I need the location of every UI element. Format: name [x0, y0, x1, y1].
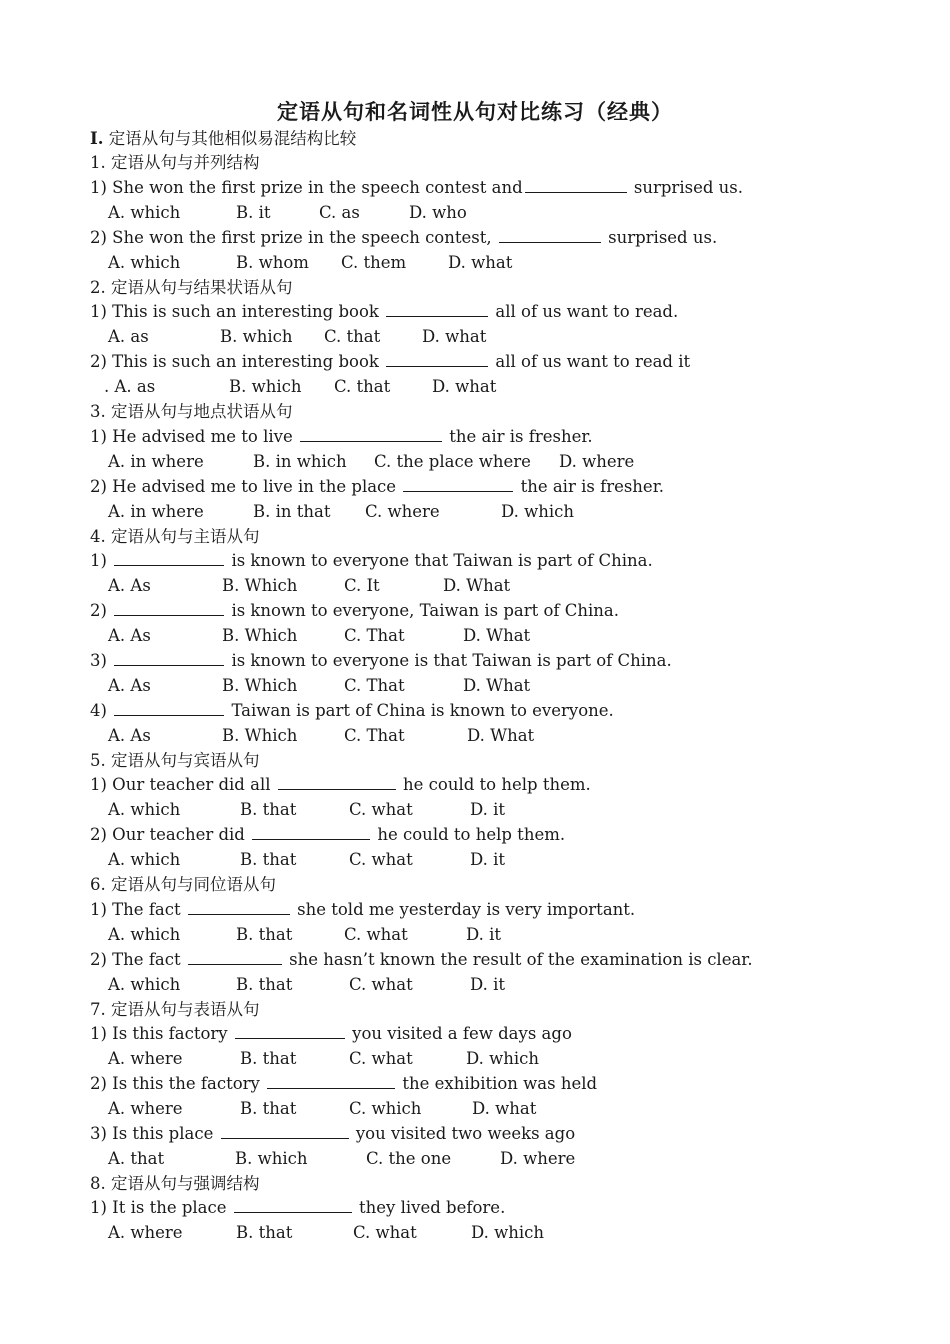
option[interactable]: C. It [344, 576, 380, 595]
option[interactable]: A. As [108, 676, 151, 695]
option[interactable]: B. that [240, 850, 297, 869]
option[interactable]: D. where [500, 1149, 576, 1168]
section-heading: 5. 定语从句与宾语从句 [90, 751, 260, 770]
option[interactable]: A. As [108, 626, 151, 645]
question: 1) She won the first prize in the speech contest and surprised us. [90, 178, 743, 197]
question: 3) is known to everyone is that Taiwan is part of China. [90, 651, 672, 670]
option[interactable]: B. Which [222, 726, 298, 745]
option[interactable]: D. it [470, 850, 506, 869]
option[interactable]: A. which [108, 850, 181, 869]
section-heading: 3. 定语从句与地点状语从句 [90, 402, 293, 421]
option[interactable]: A. where [108, 1049, 183, 1068]
option[interactable]: B. that [236, 925, 293, 944]
option[interactable]: B. that [240, 1049, 297, 1068]
answer-blank[interactable] [499, 228, 601, 243]
option[interactable]: C. That [344, 726, 405, 745]
option[interactable]: B. which [235, 1149, 308, 1168]
option[interactable]: B. that [236, 975, 293, 994]
question: 2) She won the first prize in the speech contest, surprised us. [90, 228, 718, 247]
option[interactable]: A. As [108, 726, 151, 745]
answer-blank[interactable] [235, 1024, 345, 1039]
option[interactable]: A. in where [108, 502, 204, 521]
option[interactable]: . A. as [104, 377, 156, 396]
answer-blank[interactable] [300, 427, 442, 442]
option[interactable]: B. that [240, 1099, 297, 1118]
option[interactable]: B. which [220, 327, 293, 346]
answer-blank[interactable] [252, 825, 370, 840]
question: 2) is known to everyone, Taiwan is part of China. [90, 601, 620, 620]
option[interactable]: A. in where [108, 452, 204, 471]
answer-blank[interactable] [188, 900, 290, 915]
option[interactable]: C. That [344, 626, 405, 645]
question: 1) Is this factory you visited a few days ago [90, 1024, 572, 1043]
option[interactable]: C. that [334, 377, 391, 396]
option[interactable]: A. which [108, 800, 181, 819]
option[interactable]: A. where [108, 1099, 183, 1118]
question: 3) Is this place you visited two weeks ago [90, 1124, 576, 1143]
option[interactable]: B. whom [236, 253, 309, 272]
option[interactable]: C. them [341, 253, 407, 272]
option[interactable]: C. what [353, 1223, 417, 1242]
question: 1) The fact she told me yesterday is very important. [90, 900, 636, 919]
section-heading: 7. 定语从句与表语从句 [90, 1000, 260, 1019]
option[interactable]: D. which [466, 1049, 540, 1068]
option[interactable]: C. where [365, 502, 440, 521]
option[interactable]: A. As [108, 576, 151, 595]
page-title: 定语从句和名词性从句对比练习（经典） [277, 99, 673, 124]
question: 2) Is this the factory the exhibition was held [90, 1074, 598, 1093]
option[interactable]: A. which [108, 203, 181, 222]
option[interactable]: B. Which [222, 626, 298, 645]
section-heading: 4. 定语从句与主语从句 [90, 527, 260, 546]
question: 1) This is such an interesting book all of us want to read. [90, 302, 679, 321]
option[interactable]: C. the one [366, 1149, 452, 1168]
option[interactable]: C. that [324, 327, 381, 346]
option[interactable]: D. what [448, 253, 513, 272]
answer-blank[interactable] [278, 775, 396, 790]
answer-blank[interactable] [234, 1198, 352, 1213]
answer-blank[interactable] [386, 352, 488, 367]
option[interactable]: D. what [472, 1099, 537, 1118]
option[interactable]: A. where [108, 1223, 183, 1242]
option[interactable]: C. what [349, 850, 413, 869]
option[interactable]: D. who [409, 203, 467, 222]
option[interactable]: B. which [229, 377, 302, 396]
option[interactable]: B. Which [222, 676, 298, 695]
question: 1) He advised me to live the air is fresher. [90, 427, 593, 446]
option[interactable]: C. what [344, 925, 408, 944]
answer-blank[interactable] [267, 1074, 395, 1089]
option[interactable]: C. what [349, 975, 413, 994]
option[interactable]: C. what [349, 1049, 413, 1068]
option[interactable]: D. it [470, 975, 506, 994]
option[interactable]: C. That [344, 676, 405, 695]
option[interactable]: D. which [471, 1223, 545, 1242]
option[interactable]: A. that [108, 1149, 165, 1168]
answer-blank[interactable] [114, 651, 224, 666]
option[interactable]: B. in which [253, 452, 347, 471]
answer-blank[interactable] [188, 950, 282, 965]
answer-blank[interactable] [403, 477, 513, 492]
option[interactable]: B. it [236, 203, 271, 222]
question: 2) Our teacher did he could to help them. [90, 825, 566, 844]
option[interactable]: A. which [108, 253, 181, 272]
option[interactable]: B. that [236, 1223, 293, 1242]
question: 1) Our teacher did all he could to help them. [90, 775, 591, 794]
option[interactable]: B. in that [253, 502, 331, 521]
answer-blank[interactable] [221, 1124, 349, 1139]
option[interactable]: D. where [559, 452, 635, 471]
option[interactable]: D. it [466, 925, 502, 944]
question: 2) He advised me to live in the place the air is fresher. [90, 477, 665, 496]
question: 2) This is such an interesting book all of us want to read it [90, 352, 691, 371]
answer-blank[interactable] [114, 601, 224, 616]
option[interactable]: C. what [349, 800, 413, 819]
question: 1) It is the place they lived before. [90, 1198, 506, 1217]
option[interactable]: D. what [432, 377, 497, 396]
option[interactable]: D. What [463, 626, 531, 645]
option[interactable]: C. the place where [374, 452, 531, 471]
option[interactable]: C. which [349, 1099, 422, 1118]
answer-blank[interactable] [114, 701, 224, 716]
option[interactable]: A. as [108, 327, 149, 346]
option[interactable]: D. which [501, 502, 575, 521]
option[interactable]: D. it [470, 800, 506, 819]
part-heading: I. 定语从句与其他相似易混结构比较 [90, 129, 357, 148]
section-heading: 1. 定语从句与并列结构 [90, 153, 260, 172]
answer-blank[interactable] [525, 178, 627, 193]
section-heading: 8. 定语从句与强调结构 [90, 1174, 260, 1193]
option[interactable]: C. as [319, 203, 360, 222]
option[interactable]: A. which [108, 975, 181, 994]
question: 2) The fact she hasn’t known the result of the examination is clear. [90, 950, 753, 969]
option[interactable]: B. that [240, 800, 297, 819]
option[interactable]: B. Which [222, 576, 298, 595]
question: 1) is known to everyone that Taiwan is part of China. [90, 551, 653, 570]
option[interactable]: A. which [108, 925, 181, 944]
option[interactable]: D. what [422, 327, 487, 346]
option[interactable]: D. What [467, 726, 535, 745]
answer-blank[interactable] [114, 551, 224, 566]
question: 4) Taiwan is part of China is known to everyone. [90, 701, 614, 720]
section-heading: 2. 定语从句与结果状语从句 [90, 278, 293, 297]
section-heading: 6. 定语从句与同位语从句 [90, 875, 276, 894]
answer-blank[interactable] [386, 302, 488, 317]
option[interactable]: D. What [463, 676, 531, 695]
option[interactable]: D. What [443, 576, 511, 595]
